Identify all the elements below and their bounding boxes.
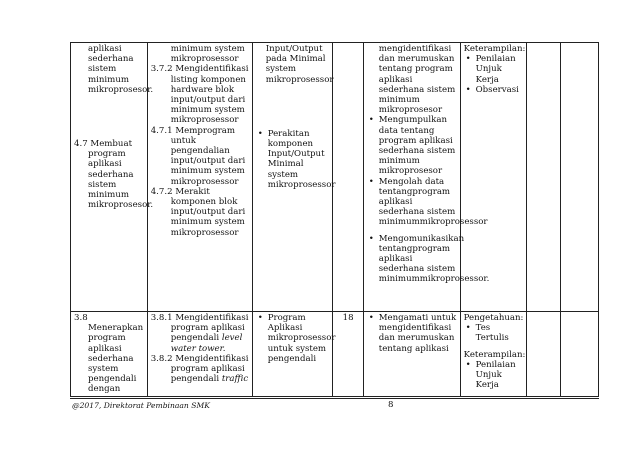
indicator-cell [147,43,252,312]
activity-item: • Mengolah data tentangprogram aplikasi sederhana sistem minimummikroprosessor [367,177,457,228]
table-row [71,312,599,397]
footer-copyright: @2017, Direktorat Pembinaan SMK [72,401,210,410]
material-cell [252,312,336,397]
assessment-item: • Observasi [464,85,524,95]
assessment-heading: Keterampilan: [463,44,526,54]
page-number: 8 [388,400,394,410]
material-item: • Program Aplikasi mikroprosessor untuk system pengendali [256,313,330,364]
activity-text: mengidentifikasi dan merumuskan tentang program aplikasi sederhana sistem minimum mikroprosesor [378,44,456,116]
empty-cell [560,312,598,397]
activity-item: • Mengomunikasikan tentangprogram aplikasi sederhana sistem minimummikroprosessor. [367,234,457,285]
indicator-text: minimum system mikroprosessor [170,44,245,65]
kd-cell [71,43,154,312]
assessment-cell [460,312,527,397]
empty-cell [527,43,560,312]
table-row [71,43,599,312]
assessment-heading: Keterampilan: [463,349,526,360]
indicator-text: 3.8.2 Mengidentifikasi program aplikasi pengendali traffic [150,353,249,385]
assessment-item: • Penilaian Unjuk Kerja [464,54,524,85]
activity-item: • Mengamati untuk mengidentifikasi dan merumuskan tentang aplikasi [367,313,457,354]
indicator-text: 3.8.1 Mengidentifikasi program aplikasi pengendali level water tower. [150,313,249,354]
assessment-cell [460,43,527,312]
activity-item: • Mengumpulkan data tentang program aplikasi sederhana sistem minimum mikroprosesor [367,115,457,176]
kd-cell [71,312,148,397]
activity-cell [363,43,490,312]
material-item: • Perakitan komponen Input/Output Minimal system mikroprosessor [256,129,330,190]
activity-cell [363,312,460,397]
assessment-item: • Penilaian Unjuk Kerja [464,360,524,391]
indicator-text: 4.7.2 Merakit komponen blok input/output dari minimum system mikroprosessor [150,186,246,238]
material-text: Input/Output pada Minimal system mikroprosessor [265,44,334,85]
indicator-cell [147,312,252,397]
empty-cell [560,43,598,312]
page-footer [70,398,599,410]
kd-text: 4.7 Membuat program aplikasi sederhana sistem minimum mikroprosesor. [74,139,154,211]
kd-text: 3.8 Menerapkan program aplikasi sederhana system pengendali dengan [74,313,144,395]
kd-text: aplikasi sederhana sistem minimum mikroprosesor. [88,44,154,95]
empty-cell [527,312,560,397]
indicator-text: 4.7.1 Memprogram untuk pengendalian input/output dari minimum system mikroprosessor [150,125,246,187]
indicator-text: 3.7.2 Mengidentifikasi listing komponen hardware blok input/output dari minimum system mikroprosessor [150,64,249,126]
material-cell [252,43,336,312]
assessment-heading: Pengetahuan: [463,313,524,323]
time-cell: 18 [333,312,363,397]
time-cell [333,43,363,312]
syllabus-table [70,42,599,397]
assessment-item: • Tes Tertulis [464,323,524,343]
